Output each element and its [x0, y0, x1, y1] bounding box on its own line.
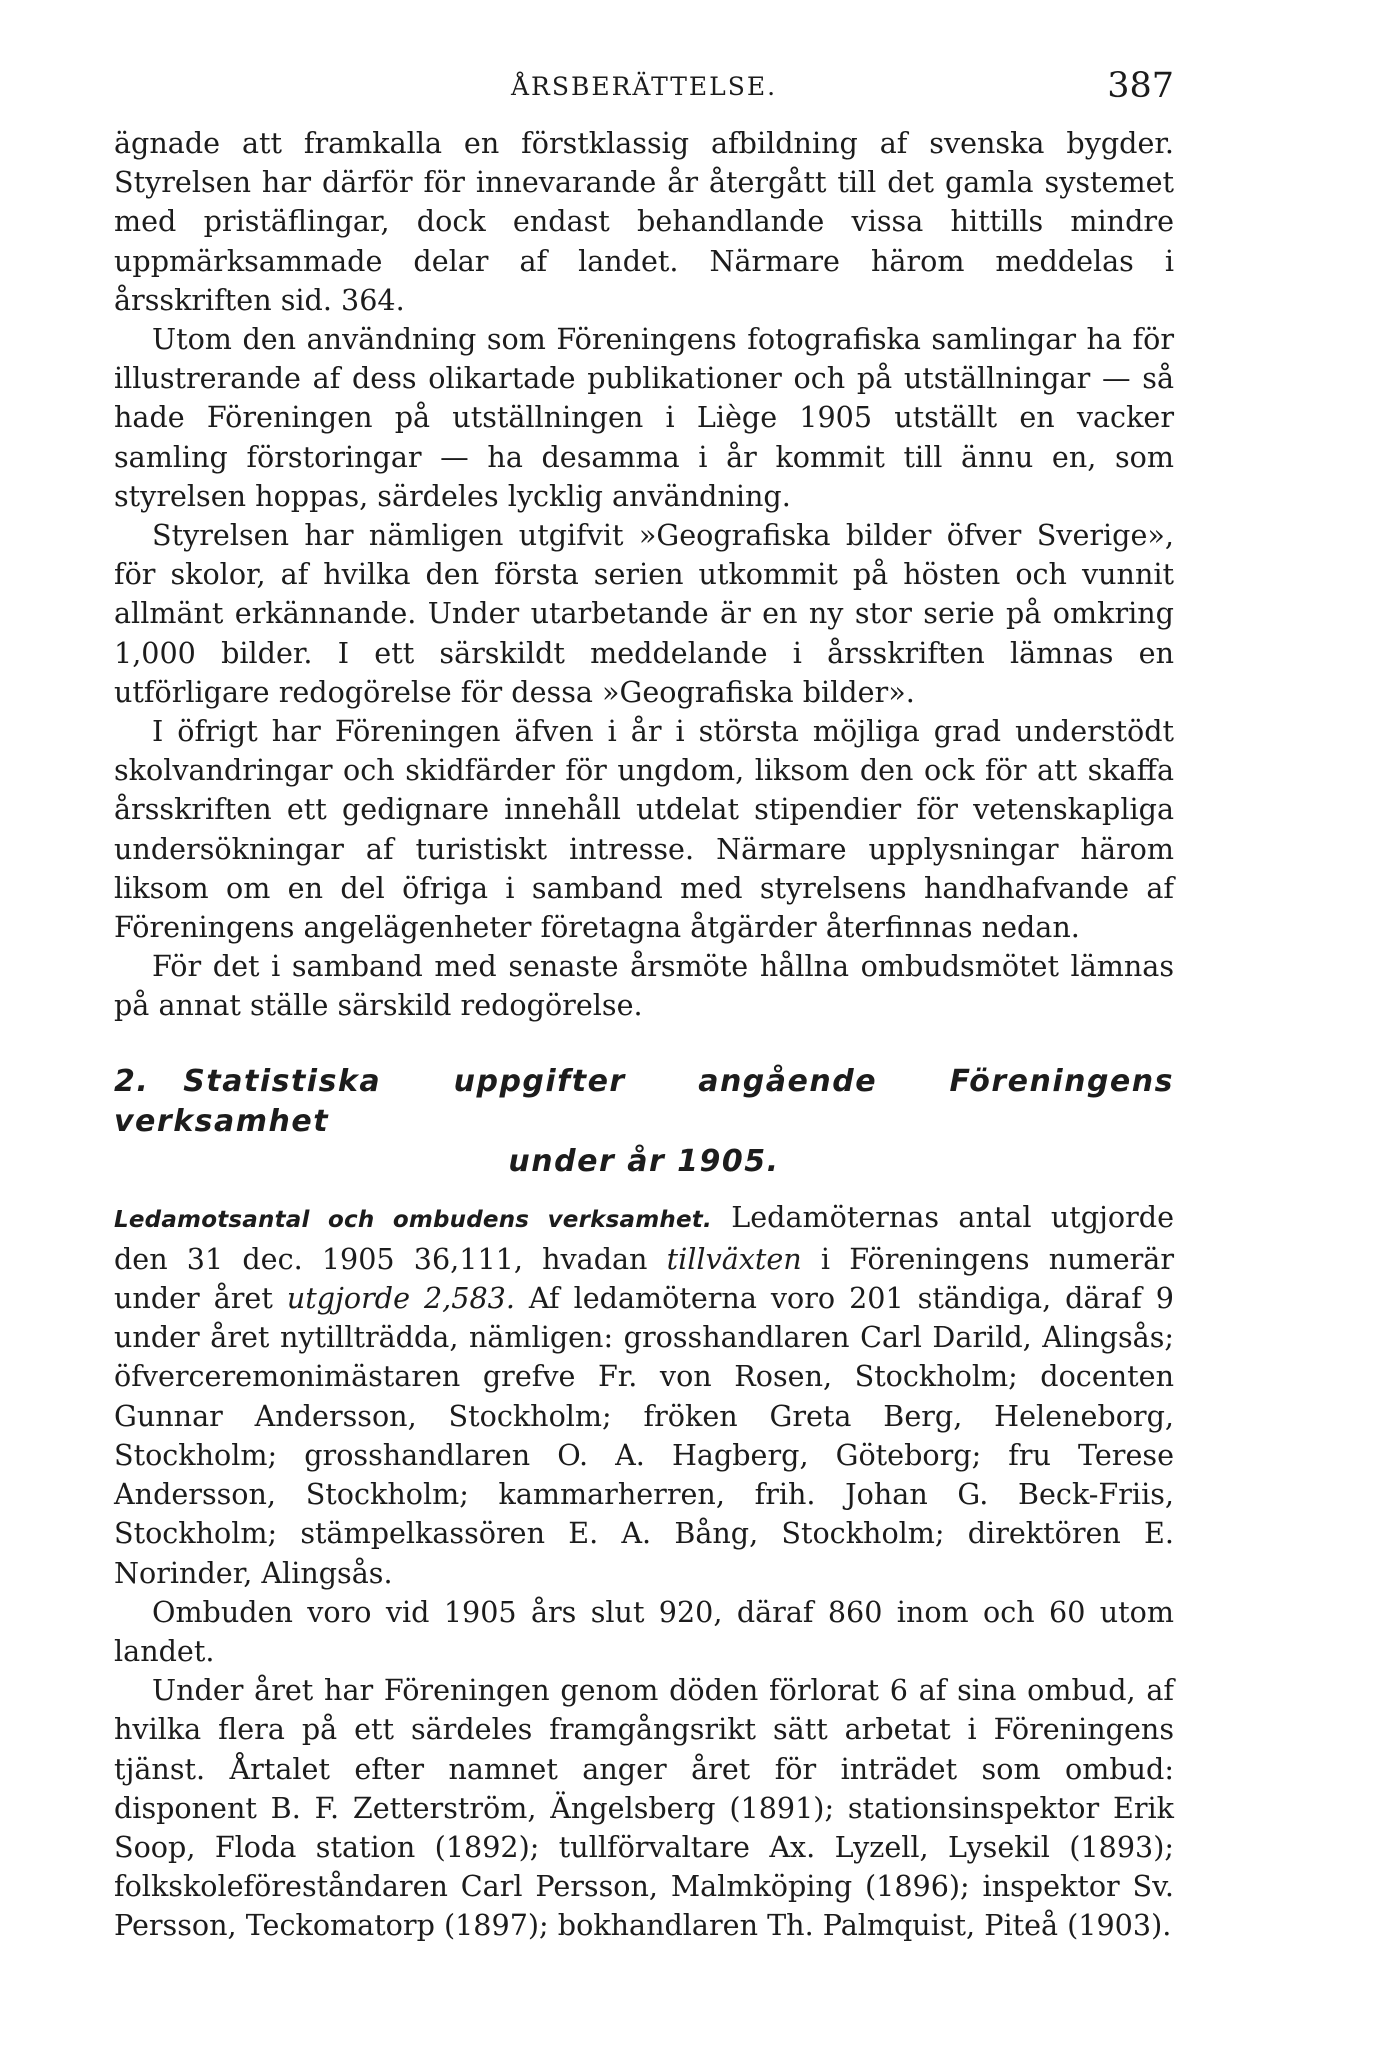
section-title-2: under år 1905. — [508, 1143, 780, 1179]
section-number: 2. — [114, 1063, 150, 1099]
members-paragraph — [114, 1198, 1174, 1593]
paragraph: För det i samband med senaste årsmöte hållna ombudsmötet lämnas på annat ställe särskild redogörelse. — [114, 949, 1174, 1023]
running-title: ÅRSBERÄTTELSE. — [510, 72, 778, 101]
section-body — [114, 1198, 1174, 1946]
section-title-1: Statistiska uppgifter angående Föreningens verksamhet — [114, 1063, 1174, 1139]
paragraph: Under året har Föreningen genom döden förlorat 6 af sina ombud, af hvilka flera på ett särdeles framgångsrikt sätt arbetat i Föreningens tjänst. Årtalet efter namnet anger året för inträdet som ombud: disponent B. F. Zetterström, Ängelsberg (1891); stationsinspektor Erik Soop, Floda station (1892); tullförvaltare Ax. Lyzell, Lysekil (1893); folkskoleföreståndaren Carl Persson, Malmköping (1896); inspektor Sv. Persson, Teckomatorp (1897); bokhandlaren Th. Palmquist, Piteå (1903). — [114, 1673, 1174, 1943]
members-text-c: Af ledamöterna voro 201 ständiga, däraf 9 under året nytillträdda, nämligen: grosshandlaren Carl Darild, Alingsås; öfverceremonimästaren grefve Fr. von Rosen, Stockholm; docenten Gunnar Andersson, Stockholm; fröken Greta Berg, Heleneborg, Stockholm; grosshandlaren O. A. Hagberg, Göteborg; fru Terese Andersson, Stockholm; kammarherren, frih. Johan G. Beck-Friis, Stockholm; stämpelkassören E. A. Bång, Stockholm; direktören E. Norinder, Alingsås. — [114, 1281, 1174, 1590]
book-page — [114, 66, 1174, 1946]
paragraph: Ombuden voro vid 1905 års slut 920, däraf 860 inom och 60 utom landet. — [114, 1594, 1174, 1668]
section-heading-line-1 — [114, 1062, 1174, 1142]
paragraph: I öfrigt har Föreningen äfven i år i största möjliga grad understödt skolvandringar och skidfärder för ungdom, liksom den ock för att skaffa årsskriften ett gedignare innehåll utdelat stipendier för vetenskapliga undersökningar af turistiskt intresse. Närmare upplysningar härom liksom om en del öfriga i samband med styrelsens handhafvande af Föreningens angelägenheter företagna åtgärder återfinnas nedan. — [114, 714, 1174, 945]
members-text-a: Ledamöternas antal utgjorde den 31 dec. 1905 36,111, hvadan — [114, 1199, 1175, 1276]
paragraph: Styrelsen har nämligen utgifvit »Geografiska bilder öfver Sverige», för skolor, af hvilka den första serien utkommit på hösten och vunnit allmänt erkännande. Under utarbetande är en ny stor serie på omkring 1,000 bilder. I ett särskildt meddelande i årsskriften lämnas en utförligare redogörelse för dessa »Geografiska bilder». — [114, 518, 1174, 709]
subheading: Ledamotsantal och ombudens verksamhet. — [114, 1206, 712, 1233]
members-text-b: i Föreningens numerär under året — [114, 1241, 1174, 1316]
section-heading — [114, 1062, 1174, 1182]
body-text — [114, 124, 1174, 1026]
members-italic-b: utgjorde 2,583. — [286, 1281, 515, 1316]
members-italic-a: tillväxten — [666, 1241, 802, 1276]
paragraph: ägnade att framkalla en förstklassig afbildning af svenska bygder. Styrelsen har därför för innevarande år återgått till det gamla systemet med pristäflingar, dock endast behandlande vissa hittills mindre uppmärksammade delar af landet. Närmare härom meddelas i årsskriften sid. 364. — [114, 126, 1174, 317]
running-header — [114, 66, 1174, 124]
page-number: 387 — [1107, 66, 1174, 106]
paragraph: Utom den användning som Föreningens fotografiska samlingar ha för illustrerande af dess olikartade publikationer och på utställningar — så hade Föreningen på utställningen i Liège 1905 utställt en vacker samling förstoringar — ha desamma i år kommit till ännu en, som styrelsen hoppas, särdeles lycklig användning. — [114, 322, 1174, 513]
